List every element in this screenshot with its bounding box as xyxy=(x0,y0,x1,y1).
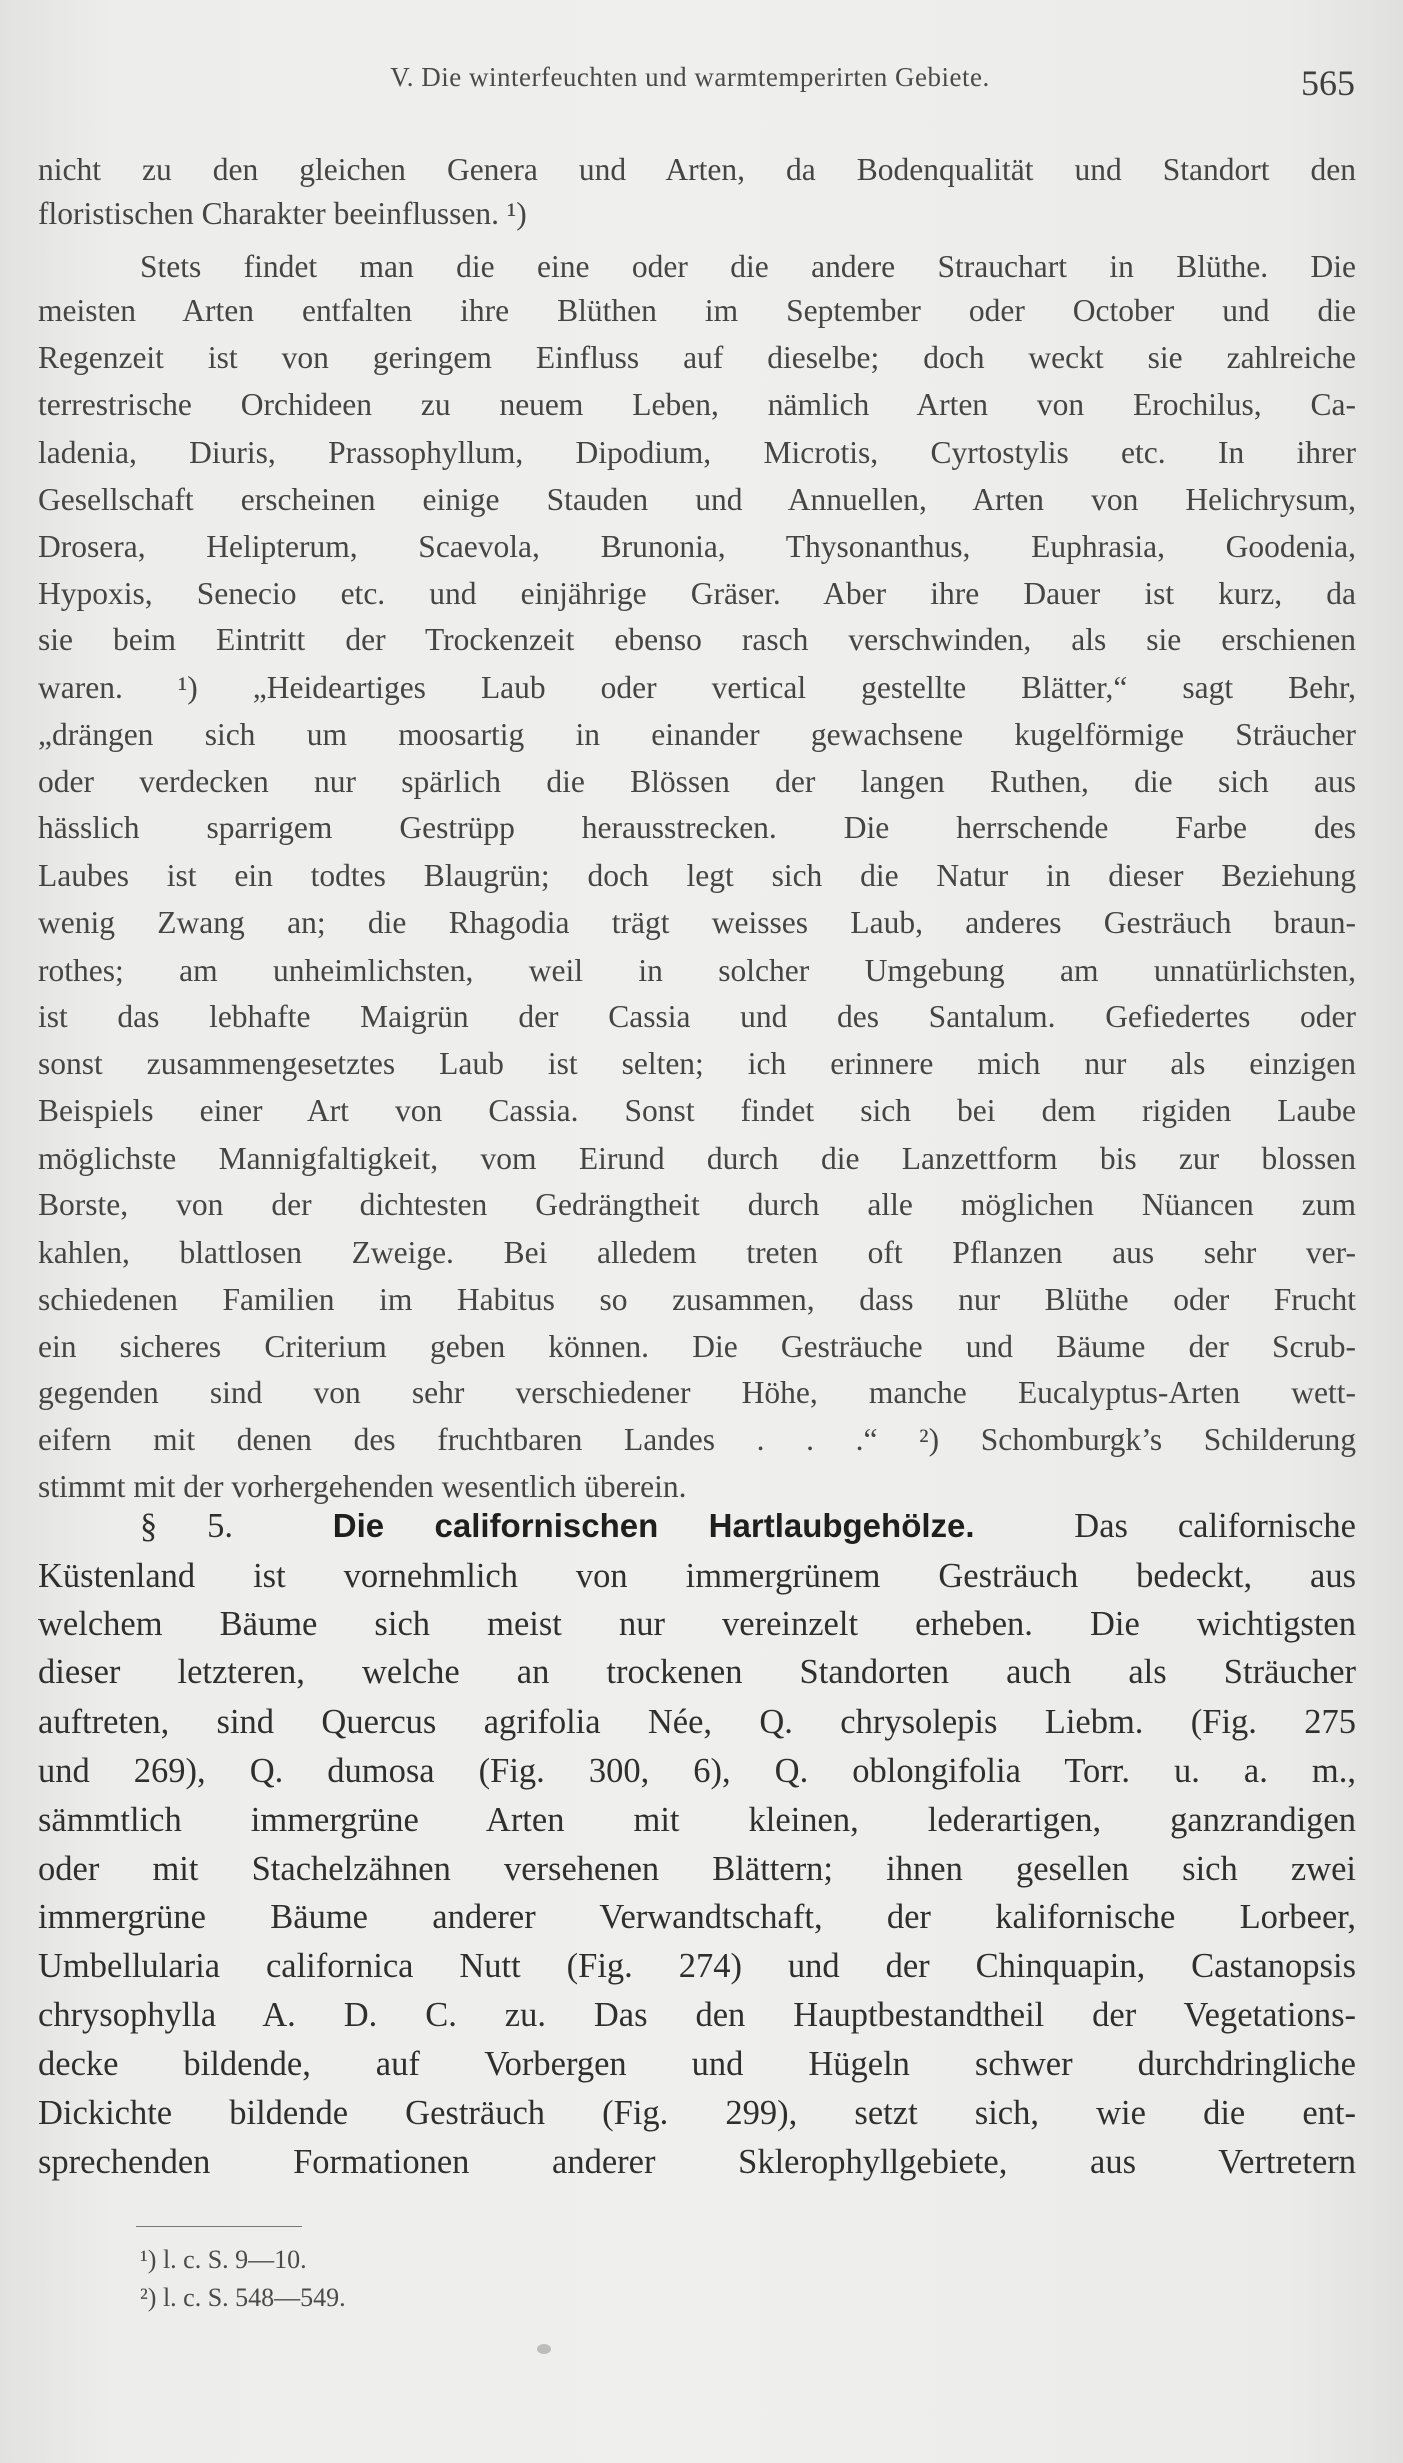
running-title: V. Die winterfeuchten und warmtemperirten Gebiete. xyxy=(390,62,990,92)
section-heading-line xyxy=(140,1502,1356,1550)
text-line: ist das lebhafte Maigrün der Cassia und des Santalum. Gefiedertes oder xyxy=(38,999,1356,1034)
text-line: gegenden sind von sehr verschiedener Höhe, manche Eucalyptus-Arten wett- xyxy=(38,1375,1356,1410)
section-heading: Die californischen Hartlaubgehölze. xyxy=(332,1507,975,1544)
text-line: Borste, von der dichtesten Gedrängtheit durch alle möglichen Nüancen zum xyxy=(38,1187,1356,1222)
section-text-line: chrysophylla A. D. C. zu. Das den Hauptbestandtheil der Vegetations- xyxy=(38,1996,1356,2034)
text-line: wenig Zwang an; die Rhagodia trägt weisses Laub, anderes Gesträuch braun- xyxy=(38,905,1356,940)
text-line: floristischen Charakter beeinflussen. ¹) xyxy=(38,196,527,231)
text-line: waren. ¹) „Heideartiges Laub oder vertical gestellte Blätter,“ sagt Behr, xyxy=(38,670,1356,705)
section-number: § 5. xyxy=(140,1507,233,1545)
section-text-line: oder mit Stachelzähnen versehenen Blättern; ihnen gesellen sich zwei xyxy=(38,1850,1356,1888)
text-line: Regenzeit ist von geringem Einfluss auf dieselbe; doch weckt sie zahlreiche xyxy=(38,340,1356,375)
text-line: ladenia, Diuris, Prassophyllum, Dipodium, Microtis, Cyrtostylis etc. In ihrer xyxy=(38,435,1356,470)
footnote-divider xyxy=(136,2226,302,2227)
section-text-line: sämmtlich immergrüne Arten mit kleinen, lederartigen, ganzrandigen xyxy=(38,1801,1356,1839)
text-line: Hypoxis, Senecio etc. und einjährige Gräser. Aber ihre Dauer ist kurz, da xyxy=(38,576,1356,611)
section-text-line: Dickichte bildende Gesträuch (Fig. 299), setzt sich, wie die ent- xyxy=(38,2094,1356,2132)
text-line: Beispiels einer Art von Cassia. Sonst findet sich bei dem rigiden Laube xyxy=(38,1093,1356,1128)
text-line: sie beim Eintritt der Trockenzeit ebenso rasch verschwinden, als sie erschienen xyxy=(38,622,1356,657)
text-line: terrestrische Orchideen zu neuem Leben, nämlich Arten von Erochilus, Ca- xyxy=(38,387,1356,422)
text-line: nicht zu den gleichen Genera und Arten, da Bodenqualität und Standort den xyxy=(38,152,1356,187)
text-line: kahlen, blattlosen Zweige. Bei alledem treten oft Pflanzen aus sehr ver- xyxy=(38,1235,1356,1270)
text-line: Laubes ist ein todtes Blaugrün; doch legt sich die Natur in dieser Beziehung xyxy=(38,858,1356,893)
text-line: Stets findet man die eine oder die andere Strauchart in Blüthe. Die xyxy=(140,249,1356,284)
section-first-line-rest: Das californische xyxy=(1074,1507,1356,1545)
text-line: sonst zusammengesetztes Laub ist selten; ich erinnere mich nur als einzigen xyxy=(38,1046,1356,1081)
text-line: stimmt mit der vorhergehenden wesentlich überein. xyxy=(38,1469,687,1504)
text-line: möglichste Mannigfaltigkeit, vom Eirund durch die Lanzettform bis zur blossen xyxy=(38,1141,1356,1176)
text-line: „drängen sich um moosartig in einander gewachsene kugelförmige Sträucher xyxy=(38,717,1356,752)
page-number: 565 xyxy=(1301,63,1355,103)
text-line: Drosera, Helipterum, Scaevola, Brunonia, Thysonanthus, Euphrasia, Goodenia, xyxy=(38,529,1356,564)
section-text-line: welchem Bäume sich meist nur vereinzelt erheben. Die wichtigsten xyxy=(38,1605,1356,1643)
section-text-line: auftreten, sind Quercus agrifolia Née, Q. chrysolepis Liebm. (Fig. 275 xyxy=(38,1703,1356,1741)
section-text-line: immergrüne Bäume anderer Verwandtschaft, der kalifornische Lorbeer, xyxy=(38,1898,1356,1936)
section-text-line: und 269), Q. dumosa (Fig. 300, 6), Q. oblongifolia Torr. u. a. m., xyxy=(38,1752,1356,1790)
text-line: oder verdecken nur spärlich die Blössen der langen Ruthen, die sich aus xyxy=(38,764,1356,799)
print-speck xyxy=(537,2344,551,2354)
text-line: schiedenen Familien im Habitus so zusammen, dass nur Blüthe oder Frucht xyxy=(38,1282,1356,1317)
text-line: eifern mit denen des fruchtbaren Landes . . .“ ²) Schomburgk’s Schilderung xyxy=(38,1422,1356,1457)
section-text-line: Umbellularia californica Nutt (Fig. 274) und der Chinquapin, Castanopsis xyxy=(38,1947,1356,1985)
section-text-line: dieser letzteren, welche an trockenen Standorten auch als Sträucher xyxy=(38,1653,1356,1691)
text-line: meisten Arten entfalten ihre Blüthen im September oder October und die xyxy=(38,293,1356,328)
text-line: Gesellschaft erscheinen einige Stauden und Annuellen, Arten von Helichrysum, xyxy=(38,482,1356,517)
section-text-line: decke bildende, auf Vorbergen und Hügeln schwer durchdringliche xyxy=(38,2045,1356,2083)
section-text-line: sprechenden Formationen anderer Sklerophyllgebiete, aus Vertretern xyxy=(38,2143,1356,2181)
text-line: hässlich sparrigem Gestrüpp herausstrecken. Die herrschende Farbe des xyxy=(38,810,1356,845)
footnote: ¹) l. c. S. 9—10. xyxy=(140,2245,307,2274)
text-line: rothes; am unheimlichsten, weil in solcher Umgebung am unnatürlichsten, xyxy=(38,953,1356,988)
footnote: ²) l. c. S. 548—549. xyxy=(140,2283,346,2312)
text-line: ein sicheres Criterium geben können. Die Gesträuche und Bäume der Scrub- xyxy=(38,1329,1356,1364)
section-text-line: Küstenland ist vornehmlich von immergrünem Gesträuch bedeckt, aus xyxy=(38,1557,1356,1595)
